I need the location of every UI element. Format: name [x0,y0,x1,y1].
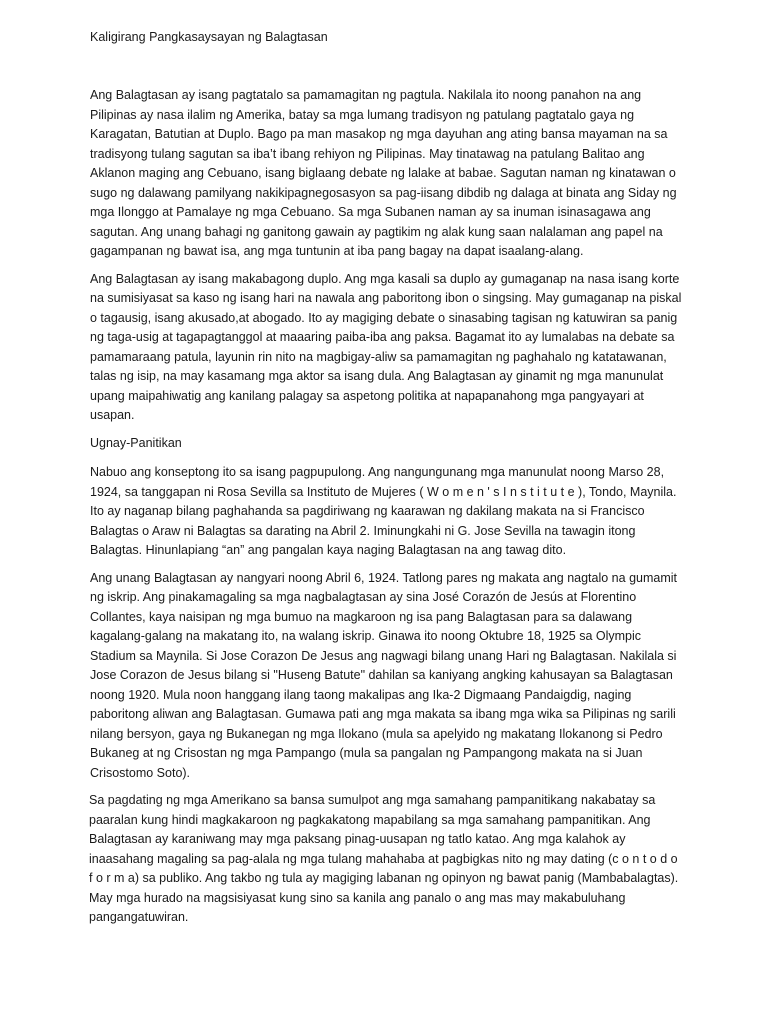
paragraph-first-balagtasan: Ang unang Balagtasan ay nangyari noong Abril 6, 1924. Tatlong pares ng makata ang nagtalo na gumamit ng iskrip. Ang pinakamagaling sa mga nagbalagtasan ay sina José Corazón de Jesús at Florentino Collantes, kaya naisipan ng mga bumuo na magkaroon ng isa pang Balagtasan para sa dalawang kagalang-galang na makatang ito, na walang iskrip. Ginawa ito noong Oktubre 18, 1925 sa Olympic Stadium sa Maynila. Si Jose Corazon De Jesus ang nagwagi bilang unang Hari ng Balagtasan. Nakilala si Jose Corazon de Jesus bilang si "Huseng Batute" dahilan sa kaniyang angking kahusayan sa Balagtasan noong 1920. Mula noon hanggang ilang taong makalipas ang Ika-2 Digmaang Pandaigdig, naging paboritong aliwan ang Balagtasan. Gumawa pati ang mga makata sa ibang mga wika sa Pilipinas ng sarili nilang bersyon, gaya ng Bukanegan ng mga Ilokano (mula sa apelyido ng makatang Ilokanong si Pedro Bukaneg at ng Crisostan ng mga Pampango (mula sa pangalan ng Pampangong makata na si Juan Crisostomo Soto). [90,570,677,780]
paragraph-intro: Ang Balagtasan ay isang pagtatalo sa pamamagitan ng pagtula. Nakilala ito noong panahon na ang Pilipinas ay nasa ilalim ng Amerika, batay sa mga lumang tradisyon ng patulang pagtatalo gaya ng Karagatan, Batutian at Duplo. Bago pa man masakop ng mga dayuhan ang ating bansa mayaman na sa tradisyong tulang sagutan sa iba’t ibang rehiyon ng Pilipinas. May tinatawag na patulang Balitao ang Aklanon maging ang Cebuano, isang biglaang debate ng lalake at babae. Sagutan naman ng kinatawan o sugo ng dalawang pamilyang nakikipagnegosasyon sa pag-iisang dibdib ng dalaga at binata ang Siday ng mga Ilonggo at Pamalaye ng mga Cebuano. Sa mga Subanen naman ay sa inuman isinasagawa ang sagutan. Ang unang bahagi ng ganitong gawain ay pagtikim ng alak kung saan nalalaman ang papel na gagampanan ng bawat isa, ang mga tuntunin at iba pang bagay na dapat isaalang-alang. [90,88,677,258]
document-title: Kaligirang Pangkasaysayan ng Balagtasan [90,30,328,44]
section-heading: Ugnay-Panitikan [90,435,182,450]
paragraph-duplo: Ang Balagtasan ay isang makabagong duplo. Ang mga kasali sa duplo ay gumaganap na nasa isang korte na sumisiyasat sa kaso ng isang hari na nawala ang paboritong ibon o singsing. May gumaganap na piskal o tagausig, isang akusado,at abogado. Ito ay magiging debate o sinasabing tagisan ng katuwiran sa panig ng taga-usig at tagapagtanggol at maaaring paiba-iba ang paksa. Bagamat ito ay lumalabas na debate sa pamamaraang patula, layunin rin nito na magbigay-aliw sa pamamagitan ng paghahalo ng katatawanan, talas ng isip, na may kasamang mga aktor sa isang dula. Ang Balagtasan ay ginamit ng mga manunulat upang maipahiwatig ang kanilang palagay sa aspetong politika at napapanahong mga pangyayari at usapan. [90,271,682,422]
paragraph-origin: Nabuo ang konseptong ito sa isang pagpupulong. Ang nangungunang mga manunulat noong Marso 28, 1924, sa tanggapan ni Rosa Sevilla sa Instituto de Mujeres ( W o m e n ' s I n s t i t u t e ), Tondo, Maynila. Ito ay naganap bilang paghahanda sa pagdiriwang ng kaarawan ng dakilang makata na si Francisco Balagtas o Araw ni Balagtas sa darating na Abril 2. Iminungkahi ni G. Jose Sevilla na tawagin itong Balagtas. Hinunlapiang “an” ang pangalan kaya naging Balagtasan na ang tawag dito. [90,465,677,557]
paragraph-americans: Sa pagdating ng mga Amerikano sa bansa sumulpot ang mga samahang pampanitikang nakabatay sa paaralan kung hindi magkakaroon ng pagkakatong mapabilang sa mga samahang pampanitikan. Ang Balagtasan ay karaniwang may mga paksang pinag-uusapan ng tatlo katao. Ang mga kalahok ay inaasahang magaling sa pag-alala ng mga tulang mahahaba at pagbigkas nito ng may dating (c o n t o d o f o r m a) sa publiko. Ang takbo ng tula ay magiging labanan ng opinyon ng bawat panig (Mambabalagtas). May mga hurado na magsisiyasat kung sino sa kanila ang panalo o ang mas may makabuluhang pangangatuwiran. [89,793,679,924]
